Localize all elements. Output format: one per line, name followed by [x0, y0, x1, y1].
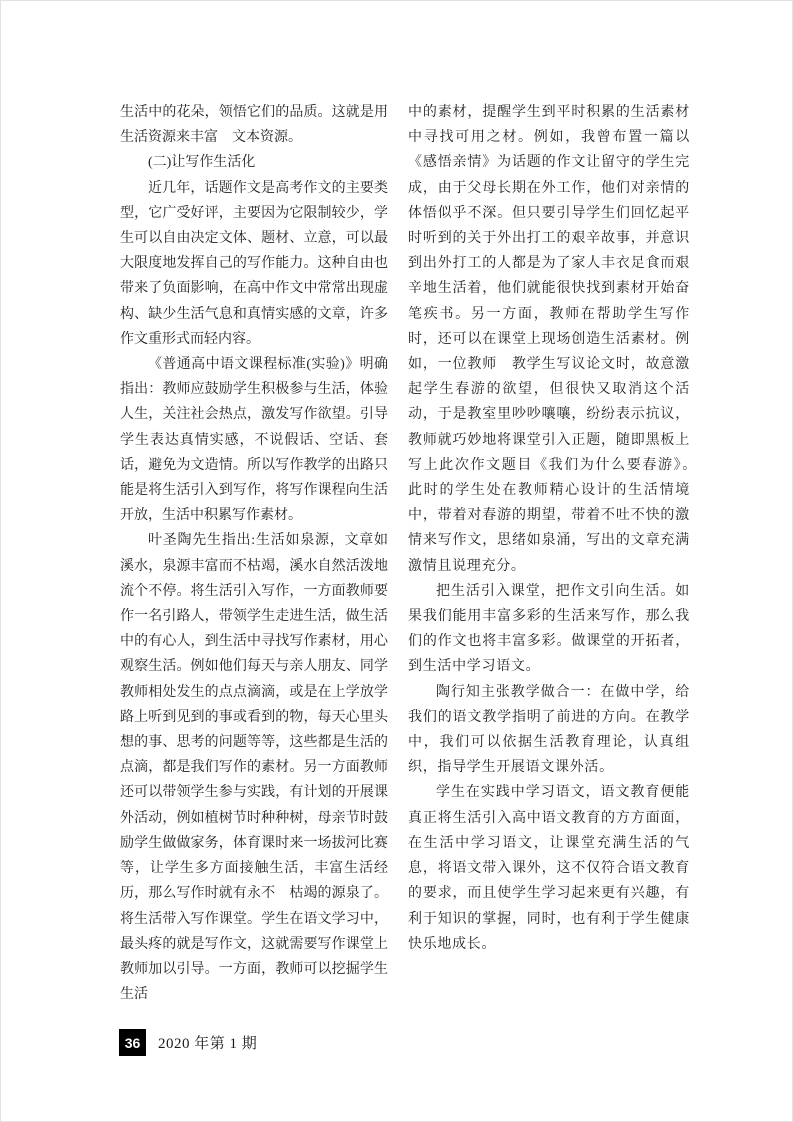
paragraph: 《普通高中语文课程标准(实验)》明确指出：教师应鼓励学生积极参与生活，体验人生，关注社会热点，激发写作欲望。引导学生表达真情实感，不说假话、空话、套话，避免为文造情。所以写作教学的出路只能是将生活引入到写作，将写作课程向生活开放，生活中积累写作素材。 — [120, 357, 388, 524]
paragraph: 近几年，话题作文是高考作文的主要类型，它广受好评，主要因为它限制较少，学生可以自由决定文体、题材、立意，可以最大限度地发挥自己的写作能力。这种自由也带来了负面影响，在高中作文中常常出现虚构、缺少生活气息和真情实感的文章，许多作文重形式而轻内容。 — [120, 180, 388, 347]
paragraph: 陶行知主张教学做合一：在做中学，给我们的语文教学指明了前进的方向。在教学中，我们可以依据生活教育理论，认真组织，指导学生开展语文课外活。 — [408, 684, 690, 776]
right-column — [408, 100, 705, 1007]
left-column — [120, 100, 388, 1007]
article-body — [120, 100, 705, 1007]
section-heading: (二)让写作生活化 — [148, 155, 256, 171]
continuation-paragraph: 生活中的花朵，领悟它们的品质。这就是用生活资源来丰富 文本资源。 — [120, 105, 388, 146]
continuation-paragraph: 中的素材，提醒学生到平时积累的生活素材中寻找可用之材。例如，我曾布置一篇以《感悟亲情》为话题的作文让留守的学生完成，由于父母长期在外工作，他们对亲情的体悟似乎不深。但只要引导学生们回忆起平时听到的关于外出打工的艰辛故事，并意识到出外打工的人都是为了家人丰衣足食而艰辛地生活着，他们就能很快找到素材开始奋笔疾书。另一方面，教师在帮助学生写作时，还可以在课堂上现场创造生活素材。例如，一位教师 教学生写议论文时，故意激起学生春游的欲望，但很快又取消这个活动，于是教室里吵吵嚷嚷，纷纷表示抗议，教师就巧妙地将课堂引入正题，随即黑板上写上此次作文题目《我们为什么要春游》。 此时的学生处在教师精心设计的生活情境中，带着对春游的期望，带着不吐不快的激情来写作文，思绪如泉涌，写出的文章充满激情且说理充分。 — [408, 105, 705, 574]
paragraph: 学生在实践中学习语文，语文教育便能真正将生活引入高中语文教育的方方面面，在生活中学习语文，让课堂充满生活的气息，将语文带入课外，这不仅符合语文教育的要求，而且使学生学习起来更有兴趣，有利于知识的掌握，同时，也有利于学生健康快乐地成长。 — [408, 785, 690, 952]
page-number-badge: 36 — [119, 1029, 146, 1056]
issue-label: 2020 年第 1 期 — [158, 1036, 258, 1052]
paragraph: 叶圣陶先生指出:生活如泉源，文章如溪水，泉源丰富而不枯竭，溪水自然活泼地流个不停。将生活引入写作，一方面教师要作一名引路人，带领学生走进生活，做生活中的有心人，到生活中寻找写作素材，用心观察生活。例如他们每天与亲人朋友、同学教师相处发生的点点滴滴，或是在上学放学路上听到见到的事或看到的物，每天心里头想的事、思考的问题等等，这些都是生活的点滴，都是我们写作的素材。另一方面教师还可以带领学生参与实践，有计划的开展课外活动，例如植树节时种种树，母亲节时鼓励学生做做家务，体育课时来一场拔河比赛等，让学生多方面接触生活，丰富生活经历，那么写作时就有永不 枯竭的源泉了。将生活带入写作课堂。学生在语文学习中，最头疼的就是写作文，这就需要写作课堂上教师加以引导。一方面，教师可以挖掘学生生活 — [120, 533, 388, 1003]
page-footer — [119, 1029, 257, 1056]
paragraph: 把生活引入课堂，把作文引向生活。如果我们能用丰富多彩的生活来写作，那么我们的作文也将丰富多彩。做课堂的开拓者，到生活中学习语文。 — [408, 583, 690, 675]
